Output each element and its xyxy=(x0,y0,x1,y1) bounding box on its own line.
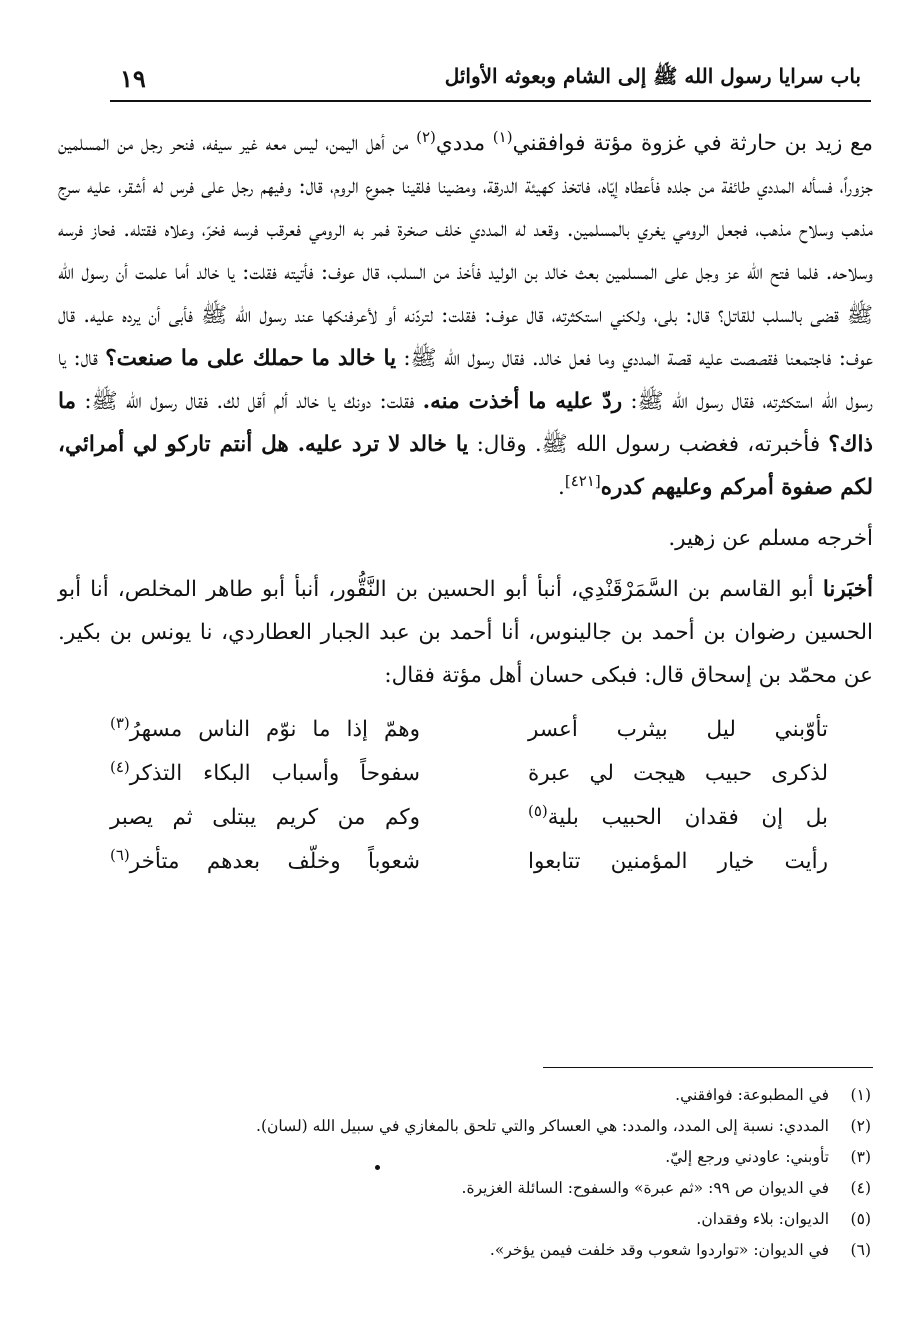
isnad-paragraph: أخبَرنا أبو القاسم بن السَّمَرْقَنْدِي، أنبأ أبو الحسين بن النَّقُّور، أنبأ أبو طاهر المخلص، أنا أبو الحسين رضوان بن أحمد بن جالينوس، أنا أحمد بن عبد الجبار العطاردي، نا يونس بن بكير. عن محمّد بن إسحاق قال: فبكى حسان أهل مؤتة فقال: xyxy=(58,577,873,688)
footnote-number: (١) xyxy=(850,1086,871,1104)
footnote-ref[interactable]: (٥) xyxy=(528,801,548,820)
header-rule xyxy=(110,100,871,102)
running-header xyxy=(120,58,861,98)
bold-quote: ما ذاك؟ xyxy=(58,389,874,457)
footnote-divider xyxy=(543,1067,873,1068)
verse-first-hemistich: بل إن فقدان الحبيب بلية$^{(٥)}$ xyxy=(528,801,828,830)
footnote-text: الديوان: بلاء وفقدان. xyxy=(696,1210,829,1228)
footnote-text: في المطبوعة: فوافقني. xyxy=(675,1086,829,1104)
footnote-number: (٤) xyxy=(850,1179,871,1197)
lead-word: أخبَرنا xyxy=(822,577,873,602)
poem-verse xyxy=(58,707,873,751)
footnote-number: (٦) xyxy=(850,1241,871,1259)
footnotes xyxy=(71,1080,871,1266)
chapter-title: باب سرايا رسول الله ﷺ إلى الشام وبعوثه الأوائل xyxy=(444,63,861,88)
footnote xyxy=(71,1235,871,1266)
verse-first-hemistich: تأوّبني ليل بيثرب أعسر xyxy=(528,716,828,742)
footnote-text: في الديوان: «تواردوا شعوب وقد خلفت فيمن يؤخر». xyxy=(489,1241,829,1259)
footnote-number: (٥) xyxy=(850,1210,871,1228)
poem xyxy=(58,707,873,883)
footnote-ref[interactable]: (٤) xyxy=(110,757,130,776)
footnote-ref[interactable]: (٣) xyxy=(110,713,130,732)
footnote xyxy=(71,1142,871,1173)
footnote xyxy=(71,1173,871,1204)
footnote xyxy=(71,1204,871,1235)
verse-second-hemistich: سفوحاً وأسباب البكاء التذكر$^{(٤)}$ xyxy=(110,757,420,786)
verse-first-hemistich: رأيت خيار المؤمنين تتابعوا xyxy=(528,848,828,874)
footnote-text: تأوبني: عاودني ورجع إليّ. xyxy=(665,1148,829,1166)
source-note: أخرجه مسلم عن زهير. xyxy=(668,526,873,551)
footnote-text: المددي: نسبة إلى المدد، والمدد: هي العساكر والتي تلحق بالمغازي في سبيل الله (لسان). xyxy=(256,1117,829,1135)
verse-second-hemistich: وكم من كريم يبتلى ثم يصبر xyxy=(110,804,420,830)
bold-quote: يا خالد لا ترد عليه. هل أنتم تاركو لي أمرائي، لكم صفوة أمركم وعليهم كدره xyxy=(58,432,873,500)
footnote-number: (٣) xyxy=(850,1148,871,1166)
poem-verse xyxy=(58,795,873,839)
main-text xyxy=(58,122,873,883)
footnote-ref[interactable]: (٢) xyxy=(416,127,436,146)
verse-first-hemistich: لذكرى حبيب هيجت لي عبرة xyxy=(528,760,828,786)
footnote xyxy=(71,1111,871,1142)
bold-quote: ردّ عليه ما أخذت منه. xyxy=(422,389,623,414)
poem-verse xyxy=(58,839,873,883)
footnote xyxy=(71,1080,871,1111)
verse-second-hemistich: شعوباً وخلّف بعدهم متأخر$^{(٦)}$ xyxy=(110,845,420,874)
poem-verse xyxy=(58,751,873,795)
verse-second-hemistich: وهمّ إذا ما نوّم الناس مسهرُ$^{(٣)}$ xyxy=(110,713,420,742)
hadith-paragraph: مع زيد بن حارثة في غزوة مؤتة فوافقني$^{(١)}$ مددي$^{(٢)}$ من أهل اليمن، ليس معه غير سيفه، فنحر رجل من المسلمين جزوراً، فسأله المددي طائفة من جلده فأعطاه إيّاه، فاتخذ كهيئة الدرقة، ومضينا فلقينا جموع الروم، قال: وفيهم رجل على فرس له أشقر، عليه سرج مذهب وسلاح مذهب، فجعل الرومي يغري بالمسلمين. وقعد له المددي خلف صخرة فمر به الرومي فعرقب فرسه فخرّ، وعلاه فقتله. فحاز فرسه وسلاحه. فلما فتح الله عز وجل على المسلمين بعث خالد بن الوليد فأخذ من السلب، قال عوف: فأتيته فقلت: يا خالد أما علمت أن رسول الله ﷺ قضى بالسلب للقاتل؟ قال: بلى، ولكني استكثرته، قال عوف: فقلت: لتردّنه أو لأعرفنكها عند رسول الله ﷺ فأبى أن يرده عليه. قال عوف: فاجتمعنا فقصصت عليه قصة المددي وما فعل خالد. فقال رسول الله ﷺ: يا خالد ما حملك على ما صنعت؟ قال: يا رسول الله استكثرته، فقال رسول الله ﷺ: ردّ عليه ما أخذت منه. فقلت: دونك يا خالد ألم أقل لك. فقال رسول الله ﷺ: ما ذاك؟ فأخبرته، فغضب رسول الله ﷺ. وقال: يا خالد لا ترد عليه. هل أنتم تاركو لي أمرائي، لكم صفوة أمركم وعليهم كدره[٤٢١]. xyxy=(58,127,874,500)
footnote-text: في الديوان ص ٩٩: «ثم عبرة» والسفوح: السائلة الغزيرة. xyxy=(461,1179,829,1197)
bold-quote: يا خالد ما حملك على ما صنعت؟ xyxy=(105,346,397,371)
footnote-ref[interactable]: (٦) xyxy=(110,845,130,864)
page-number: ١٩ xyxy=(120,63,146,93)
footnote-ref[interactable]: (١) xyxy=(492,127,513,146)
hadith-number: [٤٢١] xyxy=(564,471,601,490)
footnote-number: (٢) xyxy=(850,1117,871,1135)
